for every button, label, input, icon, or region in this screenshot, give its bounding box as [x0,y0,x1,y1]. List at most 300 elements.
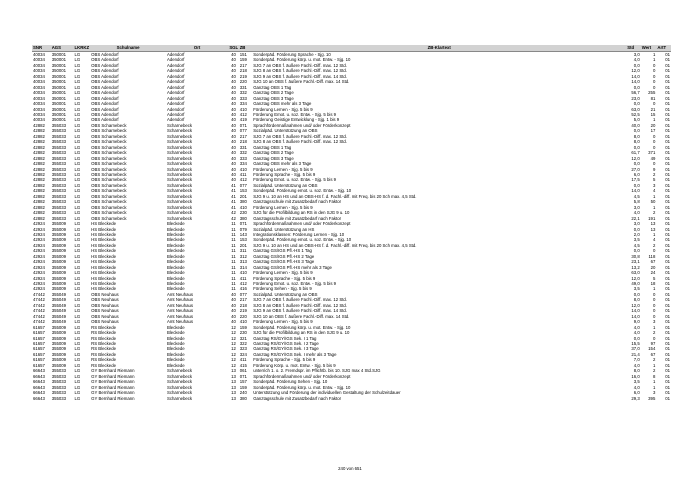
cell-schulname: OBS Scharnebeck [91,199,127,205]
cell-schulname: RS Bleckede [91,351,116,357]
cell-ags: 355033 [51,150,67,156]
cell-snr: 42882 [33,155,45,161]
cell-sgl: 11 [231,264,236,270]
cell-zb: 220 [239,313,247,319]
cell-snr: 61657 [33,335,45,341]
cell-lkrkz: LG [74,106,81,112]
cell-zb-klartext: SJG 10 an OBS f. äußere Fachl.-Diff. max. 14 Std. [253,79,350,85]
cell-schulname: OBS Scharnebeck [91,150,127,156]
cell-artt: 01 [665,182,670,188]
cell-artt: 01 [665,297,670,303]
cell-zb: 220 [239,79,247,85]
cell-zb-klartext: SJG 8 an OBS f. äußere Fachl.-Diff. max. 12 Std. [253,68,347,74]
cell-zb: 071 [239,122,247,128]
cell-snr: 42924 [33,281,45,287]
cell-zb-klartext: SJG 9 u. 10 an HS und an OBS-HS f. d. Fachl.-diff. mit Freq. bis 20 Sch max. 4,5 Std. [253,242,417,248]
cell-wert: 2 [652,330,656,336]
cell-ort: Scharnebeck [166,128,193,134]
cell-lkrkz: LG [74,248,81,254]
cell-artt: 01 [665,341,670,347]
cell-ags: 355049 [51,291,67,297]
cell-zb: 218 [239,302,247,308]
cell-lkrkz: LG [74,281,81,287]
cell-ags: 355009 [51,341,67,347]
cell-artt: 01 [665,171,670,177]
cell-lkrkz: LG [74,128,81,134]
cell-ort: Bleckede [166,264,185,270]
cell-wert: 191 [648,215,656,221]
cell-zb: 380 [239,199,247,205]
cell-artt: 01 [665,330,670,336]
cell-zb-klartext: Sonderpäd. Förderung körp. u. mot. Entw. - Sjg. 10 [253,384,351,390]
cell-snr: 40034 [33,57,45,63]
cell-snr: 42882 [33,128,45,134]
cell-schulname: HS Bleckede [91,259,116,265]
cell-zb-klartext: Förderung Emot. u. soz. Entw. - Sjg. 5 bis 9 [253,111,337,117]
cell-wert: 1 [652,362,656,368]
cell-lkrkz: LG [74,57,81,63]
cell-ags: 350001 [51,62,67,68]
cell-artt: 01 [665,291,670,297]
cell-lkrkz: LG [74,73,81,79]
cell-lkrkz: LG [74,204,81,210]
cell-std: 16,0 [631,373,640,379]
cell-lkrkz: LG [74,62,81,68]
cell-artt: 01 [665,248,670,254]
cell-ags: 355033 [51,379,67,385]
cell-artt: 01 [665,221,670,227]
cell-artt: 01 [665,270,670,276]
cell-zb-klartext: Sozialpäd. Unterstützung an HS [253,226,315,232]
cell-zb-klartext: Ganztagsschule mit Zusatzbedarf nach Faktor [253,199,342,205]
cell-ort: Amt Neuhaus [166,297,194,303]
cell-snr: 40034 [33,68,45,74]
cell-artt: 01 [665,215,670,221]
cell-artt: 01 [665,199,670,205]
cell-ort: Scharnebeck [166,144,193,150]
col-header-ags: AGS [51,45,74,52]
cell-snr: 40034 [33,62,45,68]
cell-zb: 412 [239,281,247,287]
allocation-table [32,45,671,401]
cell-ort: Scharnebeck [166,133,193,139]
cell-artt: 01 [665,286,670,292]
cell-lkrkz: LG [74,335,81,341]
cell-schulname: OBS Scharnebeck [91,122,127,128]
cell-lkrkz: LG [74,155,81,161]
cell-wert: 0 [652,133,656,139]
cell-lkrkz: LG [74,341,81,347]
cell-artt: 01 [665,362,670,368]
cell-zb: 071 [239,373,247,379]
cell-wert: 371 [648,150,656,156]
cell-schulname: OBS Adendorf [91,73,119,79]
cell-wert: 0 [652,313,656,319]
cell-sgl: 42 [231,210,236,216]
cell-ort: Scharnebeck [166,150,193,156]
cell-std: 0,0 [633,144,640,150]
cell-ort: Adendorf [166,52,185,57]
cell-std: 4,0 [633,362,640,368]
cell-zb-klartext: Förderung Sprache - Sjg. 5 bis 9 [253,171,316,177]
cell-wert: 1 [652,204,656,210]
cell-lkrkz: LG [74,79,81,85]
cell-zb: 159 [239,324,247,330]
cell-ort: Scharnebeck [166,193,193,199]
cell-zb-klartext: SJG 10 an OBS f. äußere Fachl.-Diff. max. 14 Std. [253,313,350,319]
cell-wert: 1 [652,286,656,292]
cell-std: 21,4 [631,351,640,357]
cell-std: 3,0 [633,204,640,210]
cell-std: 12,0 [631,155,640,161]
cell-zb-klartext: Ganztag GS/IGS Pfl.-HS mehr als 3 Tage [253,264,332,270]
cell-zb: 331 [239,144,247,150]
cell-wert: 13 [650,221,656,227]
cell-std: 22,1 [631,215,640,221]
cell-zb: 321 [239,335,247,341]
cell-snr: 42924 [33,253,45,259]
cell-std: 4,5 [633,242,640,248]
cell-zb-klartext: Ganztag RS/GY/IGS Sek. I mehr als 3 Tage [253,351,337,357]
cell-snr: 40034 [33,111,45,117]
cell-sgl: 12 [231,346,236,352]
cell-zb-klartext: Förderung Sprache - Sjg. 5 bis 9 [253,357,316,363]
cell-ort: Scharnebeck [166,379,193,385]
cell-zb-klartext: Förderung Sehen - Sjg. 5 bis 9 [253,286,312,292]
cell-wert: 0 [652,101,656,107]
cell-lkrkz: LG [74,308,81,314]
col-header-sgl: SGL [229,45,239,51]
cell-schulname: OBS Scharnebeck [91,204,127,210]
cell-snr: 66643 [33,368,45,374]
cell-sgl: 11 [231,286,236,292]
cell-lkrkz: LG [74,231,81,237]
cell-zb-klartext: Förderung Lernen - Sjg. 5 bis 9 [253,106,313,112]
cell-ort: Bleckede [166,324,185,330]
cell-std: 4,0 [633,324,640,330]
cell-std: 6,0 [633,171,640,177]
cell-wert: 67 [650,259,656,265]
cell-std: 56,7 [631,90,640,96]
cell-std: 61,7 [631,150,640,156]
cell-std: 63,0 [631,106,640,112]
cell-std: 3,5 [633,379,640,385]
cell-ort: Scharnebeck [166,139,193,145]
cell-schulname: GY Bernhard Riemann [91,395,135,401]
cell-wert: 0 [652,248,656,254]
cell-zb-klartext: Sozialpäd. Unterstützung an OBS [253,128,318,134]
cell-artt: 01 [665,117,670,123]
cell-artt: 01 [665,79,670,85]
cell-zb: 332 [239,150,247,156]
cell-wert: 255 [648,90,656,96]
cell-artt: 01 [665,204,670,210]
cell-wert: 1 [652,384,656,390]
cell-std: 3,5 [633,237,640,243]
cell-zb-klartext: Ganztag OBS mehr als 3 Tage [253,161,312,167]
cell-sgl: 13 [231,368,236,374]
cell-ags: 355033 [51,188,67,194]
cell-ags: 355033 [51,139,67,145]
cell-ags: 355033 [51,161,67,167]
cell-zb: 143 [239,231,247,237]
cell-std: 2,0 [633,231,640,237]
cell-std: 0,0 [633,62,640,68]
cell-snr: 42924 [33,242,45,248]
cell-schulname: OBS Scharnebeck [91,188,127,194]
cell-zb-klartext: Sonderpäd. Förderung emot. u. soz. Entw. - Sjg. 10 [253,188,352,194]
cell-wert: 0 [652,302,656,308]
cell-sgl: 13 [231,395,236,401]
cell-std: 17,5 [631,177,640,183]
cell-sgl: 40 [231,95,236,101]
cell-ags: 355033 [51,128,67,134]
cell-ort: Adendorf [166,117,185,123]
cell-ags: 355033 [51,166,67,172]
cell-std: 6,0 [633,390,640,396]
cell-zb: 153 [239,188,247,194]
cell-artt: 01 [665,188,670,194]
cell-sgl: 12 [231,324,236,330]
cell-zb: 380 [239,215,247,221]
cell-ags: 355049 [51,302,67,308]
cell-sgl: 12 [231,341,236,347]
cell-snr: 61657 [33,357,45,363]
cell-wert: 1 [652,231,656,237]
cell-sgl: 40 [231,122,236,128]
cell-zb-klartext: Förderung Geistige Entwicklung - Sjg. 1 bis 9 [253,117,340,123]
cell-lkrkz: LG [74,171,81,177]
cell-ags: 355009 [51,335,67,341]
cell-zb-klartext: unterrich 1. o. 2. Fremdspr. im Pflichtb. bis 10. SJG max 4 Std.SJG [253,368,381,374]
cell-sgl: 40 [231,144,236,150]
cell-ort: Bleckede [166,335,185,341]
cell-ort: Adendorf [166,101,185,107]
cell-artt: 01 [665,52,670,57]
cell-wert: 20 [650,264,656,270]
cell-sgl: 40 [231,308,236,314]
cell-sgl: 40 [231,166,236,172]
cell-sgl: 40 [231,313,236,319]
cell-lkrkz: LG [74,133,81,139]
cell-wert: 20 [650,122,656,128]
cell-wert: 3 [652,319,656,325]
cell-ort: Amt Neuhaus [166,313,194,319]
cell-zb: 313 [239,259,247,265]
cell-std: 40,0 [631,122,640,128]
cell-schulname: HS Bleckede [91,248,116,254]
cell-zb-klartext: Sprachfördermaßnahmen und/ oder Förderkonzept [253,373,351,379]
cell-artt: 01 [665,237,670,243]
cell-ort: Scharnebeck [166,177,193,183]
cell-snr: 47442 [33,308,45,314]
cell-std: 13,2 [631,264,640,270]
cell-ort: Scharnebeck [166,210,193,216]
cell-std: 8,0 [633,133,640,139]
cell-wert: 18 [650,281,656,287]
cell-snr: 42882 [33,150,45,156]
cell-zb-klartext: Ganztag OBS 3 Tage [253,155,294,161]
cell-wert: 1 [652,52,656,57]
cell-schulname: OBS Scharnebeck [91,177,127,183]
cell-ort: Scharnebeck [166,166,193,172]
cell-artt: 01 [665,373,670,379]
cell-artt: 01 [665,161,670,167]
cell-std: 14,0 [631,188,640,194]
cell-ort: Bleckede [166,248,185,254]
cell-artt: 01 [665,90,670,96]
cell-schulname: OBS Adendorf [91,111,119,117]
cell-schulname: HS Bleckede [91,270,116,276]
cell-ags: 355009 [51,362,67,368]
cell-zb-klartext: Integrationsklassen: Förderung Lernen - Sjg. 10 [253,231,345,237]
cell-schulname: RS Bleckede [91,324,116,330]
cell-wert: 1 [652,324,656,330]
cell-lkrkz: LG [74,68,81,74]
cell-lkrkz: LG [74,319,81,325]
cell-sgl: 41 [231,204,236,210]
cell-wert: 3 [652,390,656,396]
cell-artt: 01 [665,384,670,390]
cell-lkrkz: LG [74,275,81,281]
cell-schulname: HS Bleckede [91,286,116,292]
cell-snr: 66643 [33,373,45,379]
cell-std: 0,0 [633,226,640,232]
cell-sgl: 40 [231,68,236,74]
cell-snr: 61657 [33,362,45,368]
cell-ags: 355033 [51,171,67,177]
cell-ort: Adendorf [166,79,185,85]
cell-lkrkz: LG [74,357,81,363]
cell-sgl: 40 [231,302,236,308]
cell-snr: 42882 [33,166,45,172]
cell-lkrkz: LG [74,297,81,303]
cell-zb: 077 [239,182,247,188]
cell-zb-klartext: SJG 7 an OBS f. äußere Fachl.-Diff. max. 12 Std. [253,133,347,139]
allocation-table-container [32,45,671,401]
cell-lkrkz: LG [74,313,81,319]
cell-zb: 380 [239,395,247,401]
cell-ort: Amt Neuhaus [166,308,194,314]
cell-zb-klartext: Ganztag OBS 3 Tage [253,95,294,101]
cell-lkrkz: LG [74,84,81,90]
cell-sgl: 40 [231,117,236,123]
cell-ort: Scharnebeck [166,204,193,210]
cell-zb-klartext: SJG 9 an OBS f. äußere Fachl.-Diff. max. 14 Std. [253,73,347,79]
cell-zb: 159 [239,57,247,63]
cell-std: 52,5 [631,111,640,117]
cell-lkrkz: LG [74,101,81,107]
cell-ags: 355009 [51,351,67,357]
cell-sgl: 41 [231,188,236,194]
cell-lkrkz: LG [74,210,81,216]
cell-artt: 01 [665,62,670,68]
cell-std: 4,0 [633,210,640,216]
cell-std: 0,0 [633,182,640,188]
cell-zb: 153 [239,237,247,243]
cell-sgl: 40 [231,111,236,117]
cell-lkrkz: LG [74,150,81,156]
cell-snr: 42882 [33,144,45,150]
cell-zb-klartext: Förderung Emot. u. soz. Entw. - Sjg. 5 bis 9 [253,281,337,287]
cell-lkrkz: LG [74,373,81,379]
table-body [32,52,671,402]
cell-artt: 01 [665,106,670,112]
cell-sgl: 12 [231,362,236,368]
cell-wert: 2 [652,171,656,177]
cell-sgl: 40 [231,139,236,145]
cell-artt: 01 [665,128,670,134]
cell-zb-klartext: Sonderpäd. Förderung körp. u. mot. Entw. - Sjg. 10 [253,57,351,63]
cell-ags: 355009 [51,330,67,336]
cell-std: 27,0 [631,166,640,172]
cell-schulname: GY Bernhard Riemann [91,373,135,379]
cell-lkrkz: LG [74,362,81,368]
cell-zb-klartext: SJG 7 an OBS f. äußere Fachl.-Diff. max. 12 Std. [253,297,347,303]
cell-zb: 419 [239,117,247,123]
cell-snr: 42924 [33,259,45,265]
cell-lkrkz: LG [74,237,81,243]
cell-ags: 355009 [51,275,67,281]
cell-ort: Adendorf [166,62,185,68]
col-header-zb: ZB [239,45,253,52]
cell-zb: 410 [239,270,247,276]
cell-artt: 01 [665,144,670,150]
cell-zb: 333 [239,95,247,101]
cell-zb-klartext: Sprachfördermaßnahmen und/ oder Förderkonzept [253,221,351,227]
cell-zb: 159 [239,384,247,390]
cell-schulname: OBS Scharnebeck [91,193,127,199]
cell-artt: 01 [665,264,670,270]
cell-std: 0,0 [633,335,640,341]
cell-std: 12,0 [631,302,640,308]
cell-schulname: OBS Neuhaus [91,302,119,308]
cell-zb: 331 [239,84,247,90]
cell-sgl: 13 [231,373,236,379]
cell-lkrkz: LG [74,270,81,276]
cell-ort: Scharnebeck [166,161,193,167]
cell-ags: 350001 [51,79,67,85]
cell-lkrkz: LG [74,395,81,401]
cell-schulname: HS Bleckede [91,253,116,259]
cell-ags: 355009 [51,286,67,292]
cell-lkrkz: LG [74,226,81,232]
cell-zb-klartext: Ganztagsschule mit Zusatzbedarf nach Faktor [253,215,342,221]
cell-artt: 01 [665,210,670,216]
cell-artt: 01 [665,357,670,363]
cell-sgl: 12 [231,357,236,363]
cell-sgl: 40 [231,297,236,303]
cell-std: 8,0 [633,297,640,303]
cell-sgl: 40 [231,106,236,112]
cell-std: 4,0 [633,384,640,390]
cell-ort: Amt Neuhaus [166,319,194,325]
cell-zb: 334 [239,161,247,167]
cell-snr: 61657 [33,330,45,336]
cell-zb: 157 [239,379,247,385]
cell-zb: 230 [239,210,247,216]
page-number: 240 von 651 [338,466,362,471]
cell-std: 4,0 [633,330,640,336]
cell-zb-klartext: Förderung Lernen - Sjg. 5 bis 9 [253,270,313,276]
cell-ags: 355009 [51,242,67,248]
cell-zb-klartext: Ganztag OBS 1 Tag [253,84,292,90]
cell-lkrkz: LG [74,193,81,199]
cell-artt: 01 [665,226,670,232]
cell-zb: 411 [239,357,247,363]
cell-artt: 01 [665,57,670,63]
cell-ags: 350001 [51,117,67,123]
